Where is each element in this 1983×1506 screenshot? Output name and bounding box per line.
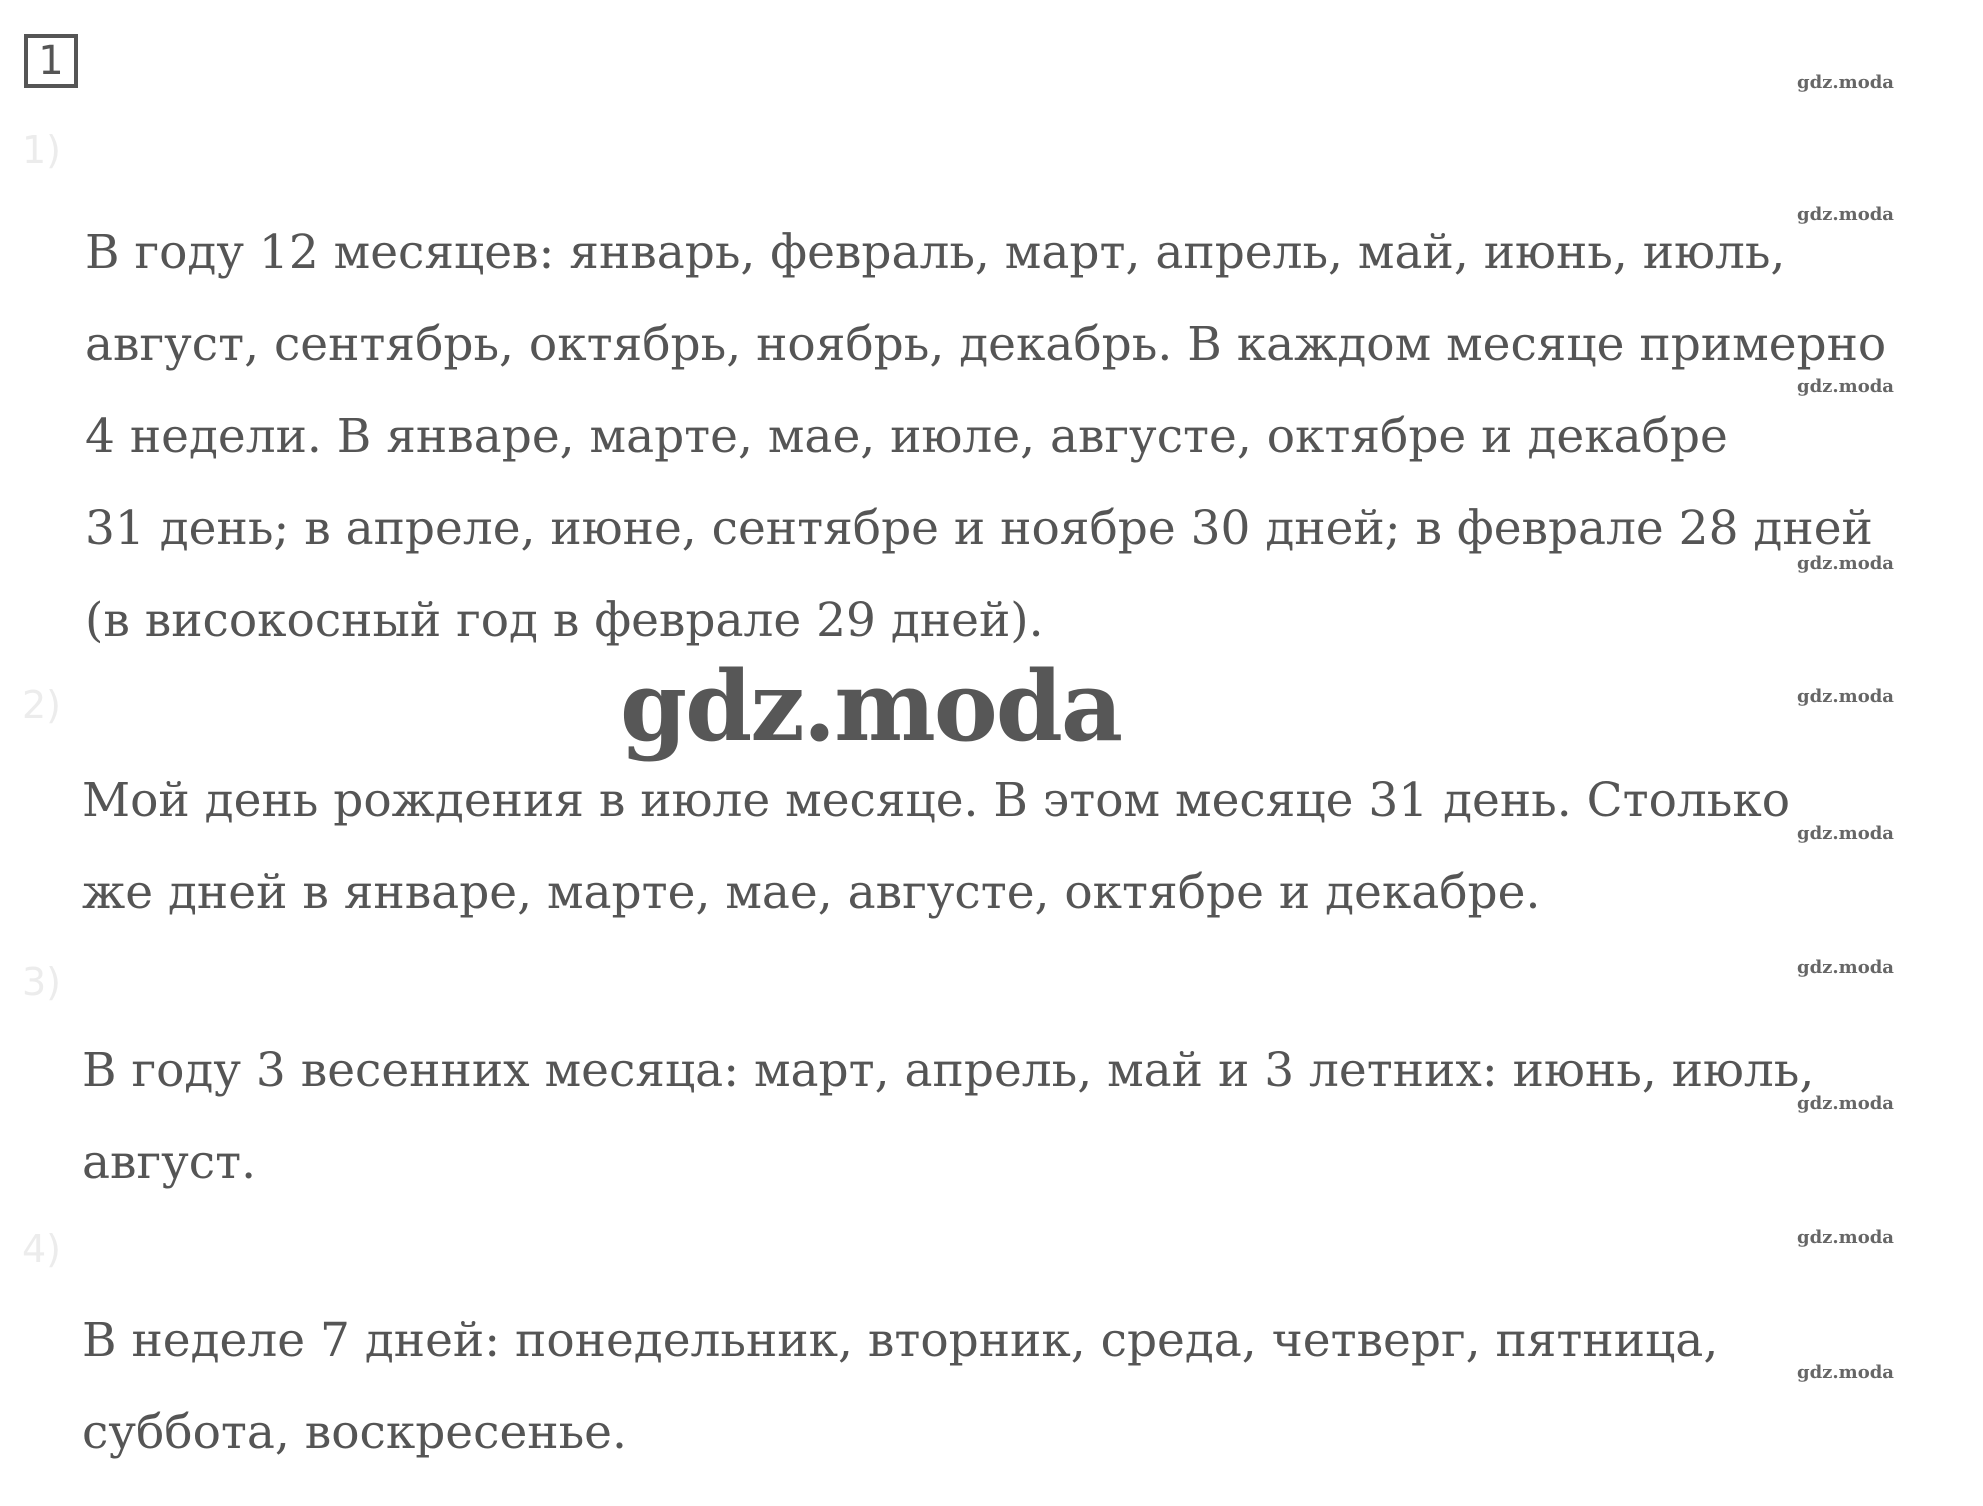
- watermark-small: gdz.moda: [1797, 1362, 1894, 1383]
- answer-2: [82, 755, 1790, 939]
- watermark-small: gdz.moda: [1797, 204, 1894, 225]
- answer-line: Мой день рождения в июле месяце. В этом месяце 31 день. Столько: [82, 773, 1791, 828]
- answer-line: август, сентябрь, октябрь, ноябрь, декабрь. В каждом месяце примерно: [85, 317, 1887, 372]
- answer-line: В году 3 весенних месяца: март, апрель, май и 3 летних: июнь, июль,: [82, 1043, 1815, 1098]
- answer-line: суббота, воскресенье.: [82, 1405, 627, 1460]
- answer-line: (в високосный год в феврале 29 дней).: [85, 593, 1044, 648]
- watermark-small: gdz.moda: [1797, 686, 1894, 707]
- watermark-small: gdz.moda: [1797, 553, 1894, 574]
- watermark-small: gdz.moda: [1797, 1227, 1894, 1248]
- answer-line: В неделе 7 дней: понедельник, вторник, среда, четверг, пятница,: [82, 1313, 1719, 1368]
- answer-1: [85, 207, 1886, 667]
- answer-line: 31 день; в апреле, июне, сентябре и ноябре 30 дней; в феврале 28 дней: [85, 501, 1873, 556]
- item-label-2: 2): [22, 683, 62, 727]
- item-label-1: 1): [22, 128, 62, 172]
- answer-line: август.: [82, 1135, 257, 1190]
- answer-line: В году 12 месяцев: январь, февраль, март, апрель, май, июнь, июль,: [85, 225, 1786, 280]
- answer-line: 4 недели. В январе, марте, мае, июле, августе, октябре и декабре: [85, 409, 1728, 464]
- answer-4: [82, 1295, 1718, 1479]
- answer-line: же дней в январе, марте, мае, августе, октябре и декабре.: [82, 865, 1541, 920]
- watermark-small: gdz.moda: [1797, 957, 1894, 978]
- watermark-large: gdz.moda: [620, 650, 1122, 763]
- item-label-3: 3): [22, 960, 62, 1004]
- watermark-small: gdz.moda: [1797, 1093, 1894, 1114]
- watermark-small: gdz.moda: [1797, 376, 1894, 397]
- watermark-small: gdz.moda: [1797, 823, 1894, 844]
- item-label-4: 4): [22, 1227, 62, 1271]
- watermark-small: gdz.moda: [1797, 72, 1894, 93]
- answer-3: [82, 1025, 1814, 1209]
- task-number-box: 1: [24, 34, 78, 88]
